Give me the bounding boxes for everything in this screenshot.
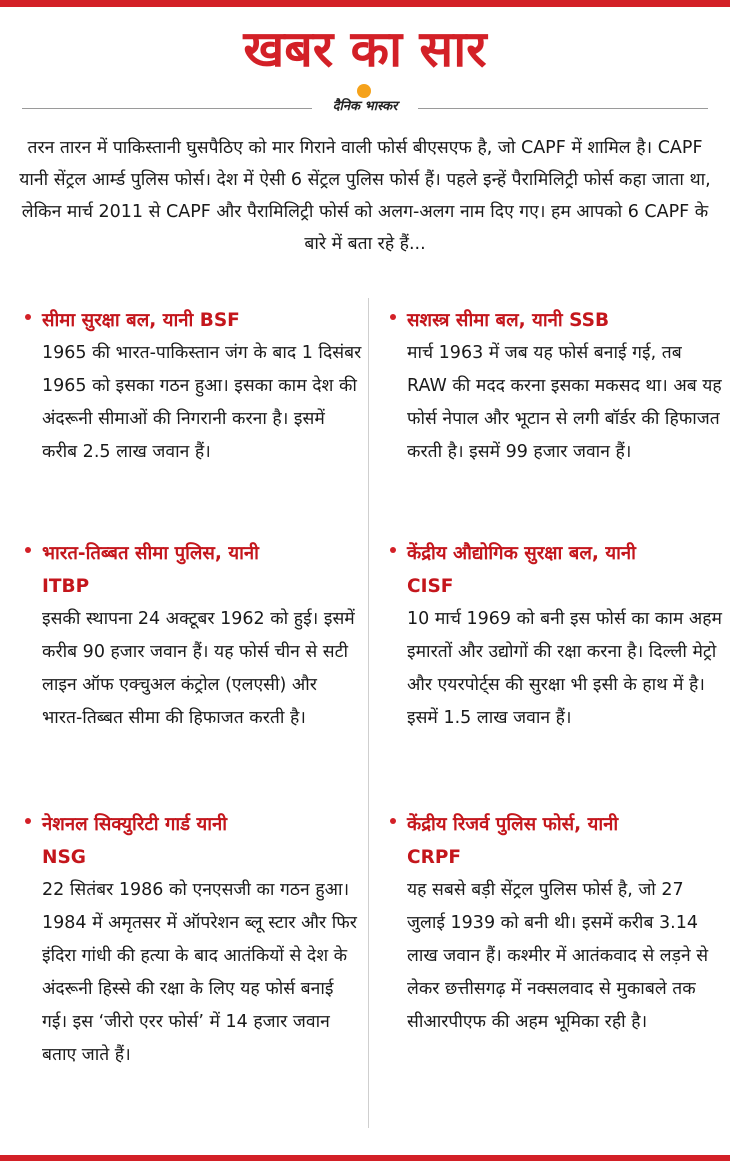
- bullet-icon: [25, 547, 31, 553]
- force-heading: भारत-तिब्बत सीमा पुलिस, यानी ITBP: [42, 543, 259, 597]
- force-item-bsf: [42, 304, 362, 469]
- force-description: 10 मार्च 1969 को बनी इस फोर्स का काम अहम इमारतों और उद्योगों की रक्षा करना है। दिल्ली मेट्रो और एयरपोर्ट्स की सुरक्षा भी इसी के हाथ में है। इसमें 1.5 लाख जवान हैं।: [407, 609, 723, 728]
- force-item-cisf: [407, 537, 722, 735]
- bullet-icon: [390, 314, 396, 320]
- force-heading: सीमा सुरक्षा बल, यानी BSF: [42, 310, 240, 331]
- force-description: मार्च 1963 में जब यह फोर्स बनाई गई, तब RAW की मदद करना इसका मकसद था। अब यह फोर्स नेपाल और भूटान से लगी बॉर्डर की हिफाजत करती है। इसमें 99 हजार जवान हैं।: [407, 343, 722, 462]
- force-description: इसकी स्थापना 24 अक्टूबर 1962 को हुई। इसमें करीब 90 हजार जवान हैं। यह फोर्स चीन से सटी लाइन ऑफ एक्चुअल कंट्रोल (एलएसी) और भारत-तिब्बत सीमा की हिफाजत करती है।: [42, 609, 355, 728]
- force-item-nsg: [42, 808, 362, 1072]
- sun-dot-icon: [357, 84, 371, 98]
- column-divider: [368, 298, 369, 1128]
- force-heading: केंद्रीय रिजर्व पुलिस फोर्स, यानी CRPF: [407, 814, 619, 868]
- brand-logo: दैनिक भास्कर: [332, 99, 398, 114]
- force-item-crpf: [407, 808, 722, 1039]
- force-item-itbp: [42, 537, 362, 735]
- bottom-red-bar: [0, 1155, 730, 1161]
- bullet-icon: [390, 818, 396, 824]
- brand-row: [22, 84, 708, 120]
- force-item-ssb: [407, 304, 722, 469]
- bullet-icon: [390, 547, 396, 553]
- brand-rule-right: [418, 108, 708, 109]
- force-description: यह सबसे बड़ी सेंट्रल पुलिस फोर्स है, जो 27 जुलाई 1939 को बनी थी। इसमें करीब 3.14 लाख जवान हैं। कश्मीर में आतंकवाद से लड़ने से लेकर छत्तीसगढ़ में नक्सलवाद से मुकाबले तक सीआरपीएफ की अहम भूमिका रही है।: [407, 880, 709, 1032]
- force-description: 22 सितंबर 1986 को एनएसजी का गठन हुआ। 1984 में अमृतसर में ऑपरेशन ब्लू स्टार और फिर इंदिरा गांधी की हत्या के बाद आतंकियों से देश के अंदरूनी हिस्से की रक्षा के लिए यह फोर्स बनाई गई। इस ‘जीरो एरर फोर्स’ में 14 हजार जवान बताए जाते हैं।: [42, 880, 357, 1065]
- intro-paragraph: तरन तारन में पाकिस्तानी घुसपैठिए को मार गिराने वाली फोर्स बीएसएफ है, जो CAPF में शामिल है। CAPF यानी सेंट्रल आर्म्ड पुलिस फोर्स। देश में ऐसी 6 सेंट्रल पुलिस फोर्स हैं। पहले इन्हें पैरामिलिट्री फोर्स कहा जाता था, लेकिन मार्च 2011 से CAPF और पैरामिलिट्री फोर्स को अलग-अलग नाम दिए गए। हम आपको 6 CAPF के बारे में बता रहे हैं...: [19, 138, 711, 254]
- bullet-icon: [25, 314, 31, 320]
- force-heading: नेशनल सिक्युरिटी गार्ड यानी NSG: [42, 814, 228, 868]
- force-description: 1965 की भारत-पाकिस्तान जंग के बाद 1 दिसंबर 1965 को इसका गठन हुआ। इसका काम देश की अंदरूनी सीमाओं की निगरानी करना है। इसमें करीब 2.5 लाख जवान हैं।: [42, 343, 362, 462]
- top-red-bar: [0, 0, 730, 7]
- brand-rule-left: [22, 108, 312, 109]
- page-title: खबर का सार: [243, 20, 487, 78]
- force-heading: सशस्त्र सीमा बल, यानी SSB: [407, 310, 610, 331]
- bullet-icon: [25, 818, 31, 824]
- force-heading: केंद्रीय औद्योगिक सुरक्षा बल, यानी CISF: [407, 543, 636, 597]
